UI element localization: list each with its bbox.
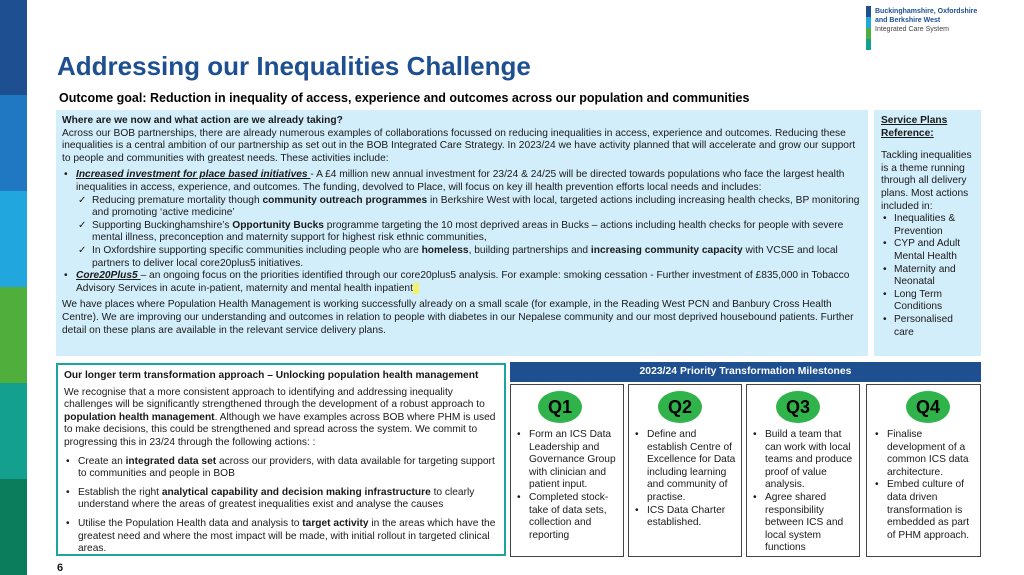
left-band-blue	[0, 95, 27, 191]
page-number: 6	[57, 562, 64, 574]
list-item: • CYP and Adult Mental Health	[881, 238, 974, 263]
list-item: • Utilise the Population Health data and analysis to target activity in the areas which have the greatest need and where the most impact will be made, with initial rollout in targeted clinical areas.	[64, 518, 498, 556]
logo-line-2: and Berkshire West	[875, 17, 941, 24]
list-item: • Completed stock-take of data sets, collection and reporting	[517, 492, 621, 542]
long-term-heading: Our longer term transformation approach – Unlocking population health management	[64, 370, 479, 381]
service-plans-heading: Service Plans Reference:	[881, 115, 948, 139]
list-item: • Establish the right analytical capability and decision making infrastructure to clearly understand where the areas of greatest inequalities exist and analyse the causes	[64, 487, 498, 512]
list-item: • Define and establish Centre of Excellence for Data including learning and community of practise.	[635, 429, 739, 505]
list-item: • Inequalities & Prevention	[881, 213, 974, 238]
long-term-actions	[64, 456, 498, 556]
list-item: • Personalised care	[881, 314, 974, 339]
list-item: • Agree shared responsibility between ICS and local system functions	[753, 492, 857, 555]
left-band-green	[0, 287, 27, 383]
left-band-darkgreen	[0, 479, 27, 575]
quarter-badge-q1: Q1	[538, 391, 582, 423]
logo-line-1: Buckinghamshire, Oxfordshire	[875, 8, 978, 15]
list-item: • Maternity and Neonatal	[881, 264, 974, 289]
list-item: • Core20Plus5 – an ongoing focus on the priorities identified through our core20plus5 analysis. For example: smoking cessation - Further investment of £835,000 in Tobacco Advisory Services in acute in-patient, maternity and mental health inpatient	[62, 270, 862, 295]
list-item: • Embed culture of data driven transformation is embedded as part of PHM approach.	[875, 479, 975, 542]
service-plans-list	[881, 213, 974, 339]
milestone-q2	[628, 384, 742, 557]
current-actions-intro: Across our BOB partnerships, there are already numerous examples of collaborations focussed on reducing inequalities in access, experience and outcomes. Reducing these inequalities is a central ambition of our partnership as set out in the BOB Integrated Care Strategy. In 2023/24 we have activity planned that will accelerate and grow our support to people and communities with greatest needs. These activities include:	[62, 127, 856, 164]
current-actions-list	[62, 169, 862, 295]
milestone-q1	[510, 384, 624, 557]
service-plans-text: Tackling inequalities is a theme running through all delivery plans. Most actions included in:	[881, 150, 972, 212]
list-item: ✓ Reducing premature mortality though community outreach programmes in Berkshire West with local, targeted actions including increasing health checks, BP monitoring and promoting ‘active medicine’	[62, 195, 862, 220]
quarter-badge-q3: Q3	[776, 391, 820, 423]
milestone-q4	[866, 384, 981, 557]
logo-line-3: Integrated Care System	[875, 26, 949, 33]
left-band-teal	[0, 383, 27, 479]
long-term-approach-panel	[56, 363, 506, 556]
page-title: Addressing our Inequalities Challenge	[57, 51, 531, 81]
list-item: • Increased investment for place based initiatives - A £4 million new annual investment for 23/24 & 24/25 will be directed towards populations who face the largest health inequalities in access, experience, and outcomes. The funding, devolved to Place, will focus on key ill health prevention efforts local needs and includes:	[62, 169, 862, 194]
list-item: ✓ Supporting Buckinghamshire’s Opportunity Bucks programme targeting the 10 most deprived areas in Bucks – actions including health checks for people with severe mental illness, preconception and maternity support for highest risk ethnic communities,	[62, 220, 862, 245]
current-actions-closing: We have places where Population Health Management is working successfully already on a small scale (for example, in the Reading West PCN and Banbury Cross Health Centre). We are improving our understanding and outcomes in relation to people with diabetes in our Nepalese community and our most deprived housebound patients. Further detail on these plans are available in the relevant service delivery plans.	[62, 299, 854, 336]
quarter-badge-q4: Q4	[906, 391, 950, 423]
list-item: • Long Term Conditions	[881, 289, 974, 314]
list-item: • Build a team that can work with local teams and produce proof of value analysis.	[753, 429, 857, 492]
milestones-heading: 2023/24 Priority Transformation Milestones	[510, 362, 981, 382]
logo-mark-icon	[866, 6, 871, 50]
current-actions-panel	[56, 110, 868, 356]
long-term-intro: We recognise that a more consistent approach to identifying and addressing inequality challenges will be significantly strengthened through the development of a robust approach to population health management. Although we have examples across BOB where PHM is used to make decisions, this could be strengthened and spread across the system. We commit to progressing this in 23/24 through the following actions: :	[64, 386, 496, 448]
list-item: • ICS Data Charter established.	[635, 505, 739, 530]
milestone-q3	[746, 384, 860, 557]
left-band-cyan	[0, 191, 27, 287]
service-plans-panel	[874, 110, 981, 356]
list-item: • Create an integrated data set across our providers, with data available for targeting support to communities and people in BOB	[64, 456, 498, 481]
list-item: • Finalise development of a common ICS data architecture.	[875, 429, 975, 479]
left-band-navy	[0, 0, 27, 95]
current-actions-heading: Where are we now and what action are we already taking?	[62, 115, 343, 126]
ics-logo	[866, 6, 1016, 50]
outcome-goal: Outcome goal: Reduction in inequality of access, experience and outcomes across our population and communities	[59, 91, 750, 105]
quarter-badge-q2: Q2	[658, 391, 702, 423]
list-item: • Form an ICS Data Leadership and Governance Group with clinician and patient input.	[517, 429, 621, 492]
list-item: ✓ In Oxfordshire supporting specific communities including people who are homeless, building partnerships and increasing community capacity with VCSE and local partners to deliver local core20plus5 initiatives.	[62, 245, 862, 270]
